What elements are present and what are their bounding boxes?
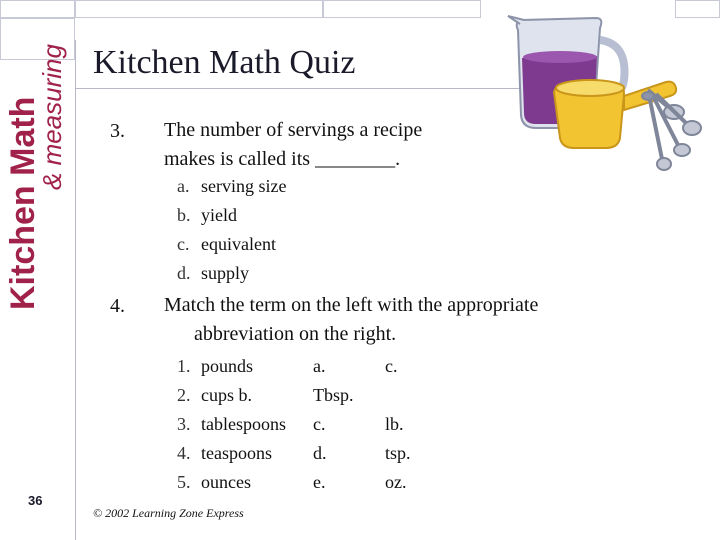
abbr-cell: d. xyxy=(313,443,327,463)
term-label: 4. xyxy=(177,443,191,463)
abbreviation-column-2 xyxy=(385,352,411,497)
term-text: pounds xyxy=(201,356,254,376)
copyright-text: © 2002 Learning Zone Express xyxy=(93,506,244,520)
abbr-cell: lb. xyxy=(385,414,404,434)
term-text: teaspoons xyxy=(201,443,272,463)
page-title: Kitchen Math Quiz xyxy=(93,44,356,81)
abbr-cell: oz. xyxy=(385,472,407,492)
option-label: c. xyxy=(177,234,190,254)
option-label: d. xyxy=(177,263,191,283)
term-label: 3. xyxy=(177,414,191,434)
abbr-cell: a. xyxy=(313,356,326,376)
abbr-cell: c. xyxy=(385,356,398,376)
abbr-cell: Tbsp. xyxy=(313,385,354,405)
measuring-spoons-icon xyxy=(642,90,701,170)
option-label: a. xyxy=(177,176,190,196)
term-text: ounces xyxy=(201,472,251,492)
term-label: 2. xyxy=(177,385,191,405)
term-row-3 xyxy=(177,410,286,439)
brand-line2: & measuring xyxy=(37,44,67,190)
term-row-4 xyxy=(177,439,286,468)
option-d[interactable] xyxy=(177,259,249,288)
question-4-line1: Match the term on the left with the appropriate xyxy=(164,294,539,316)
abbreviation-column-1 xyxy=(313,352,354,497)
option-text: supply xyxy=(201,263,250,283)
question-3-line1: The number of servings a recipe xyxy=(164,119,423,141)
terms-column xyxy=(177,352,286,497)
question-3-text xyxy=(164,116,422,174)
page-number: 36 xyxy=(28,493,43,508)
term-row-5 xyxy=(177,468,286,497)
abbr-cell: e. xyxy=(313,472,326,492)
option-b[interactable] xyxy=(177,201,237,230)
measuring-tools-illustration xyxy=(478,0,720,200)
brand-logo xyxy=(6,0,76,310)
option-a[interactable] xyxy=(177,172,286,201)
abbr-cell xyxy=(385,381,411,410)
option-label: b. xyxy=(177,205,191,225)
question-4-line2: abbreviation on the right. xyxy=(194,323,397,345)
option-text: equivalent xyxy=(201,234,276,254)
option-c[interactable] xyxy=(177,230,276,259)
grid-square xyxy=(323,0,481,18)
option-text: yield xyxy=(201,205,237,225)
grid-square xyxy=(75,0,323,18)
question-3-line2: makes is called its ________. xyxy=(164,148,401,170)
abbr-cell: tsp. xyxy=(385,443,411,463)
term-text: tablespoons xyxy=(201,414,286,434)
question-4-text xyxy=(164,291,538,349)
term-label: 1. xyxy=(177,356,191,376)
term-label: 5. xyxy=(177,472,191,492)
question-4-number: 4. xyxy=(110,295,125,317)
abbr-cell: c. xyxy=(313,414,326,434)
option-text: serving size xyxy=(201,176,287,196)
question-3-number: 3. xyxy=(110,120,125,142)
brand-line1: Kitchen Math xyxy=(4,96,42,310)
term-text: cups b. xyxy=(201,385,252,405)
term-row-1 xyxy=(177,352,286,381)
term-row-2 xyxy=(177,381,286,410)
